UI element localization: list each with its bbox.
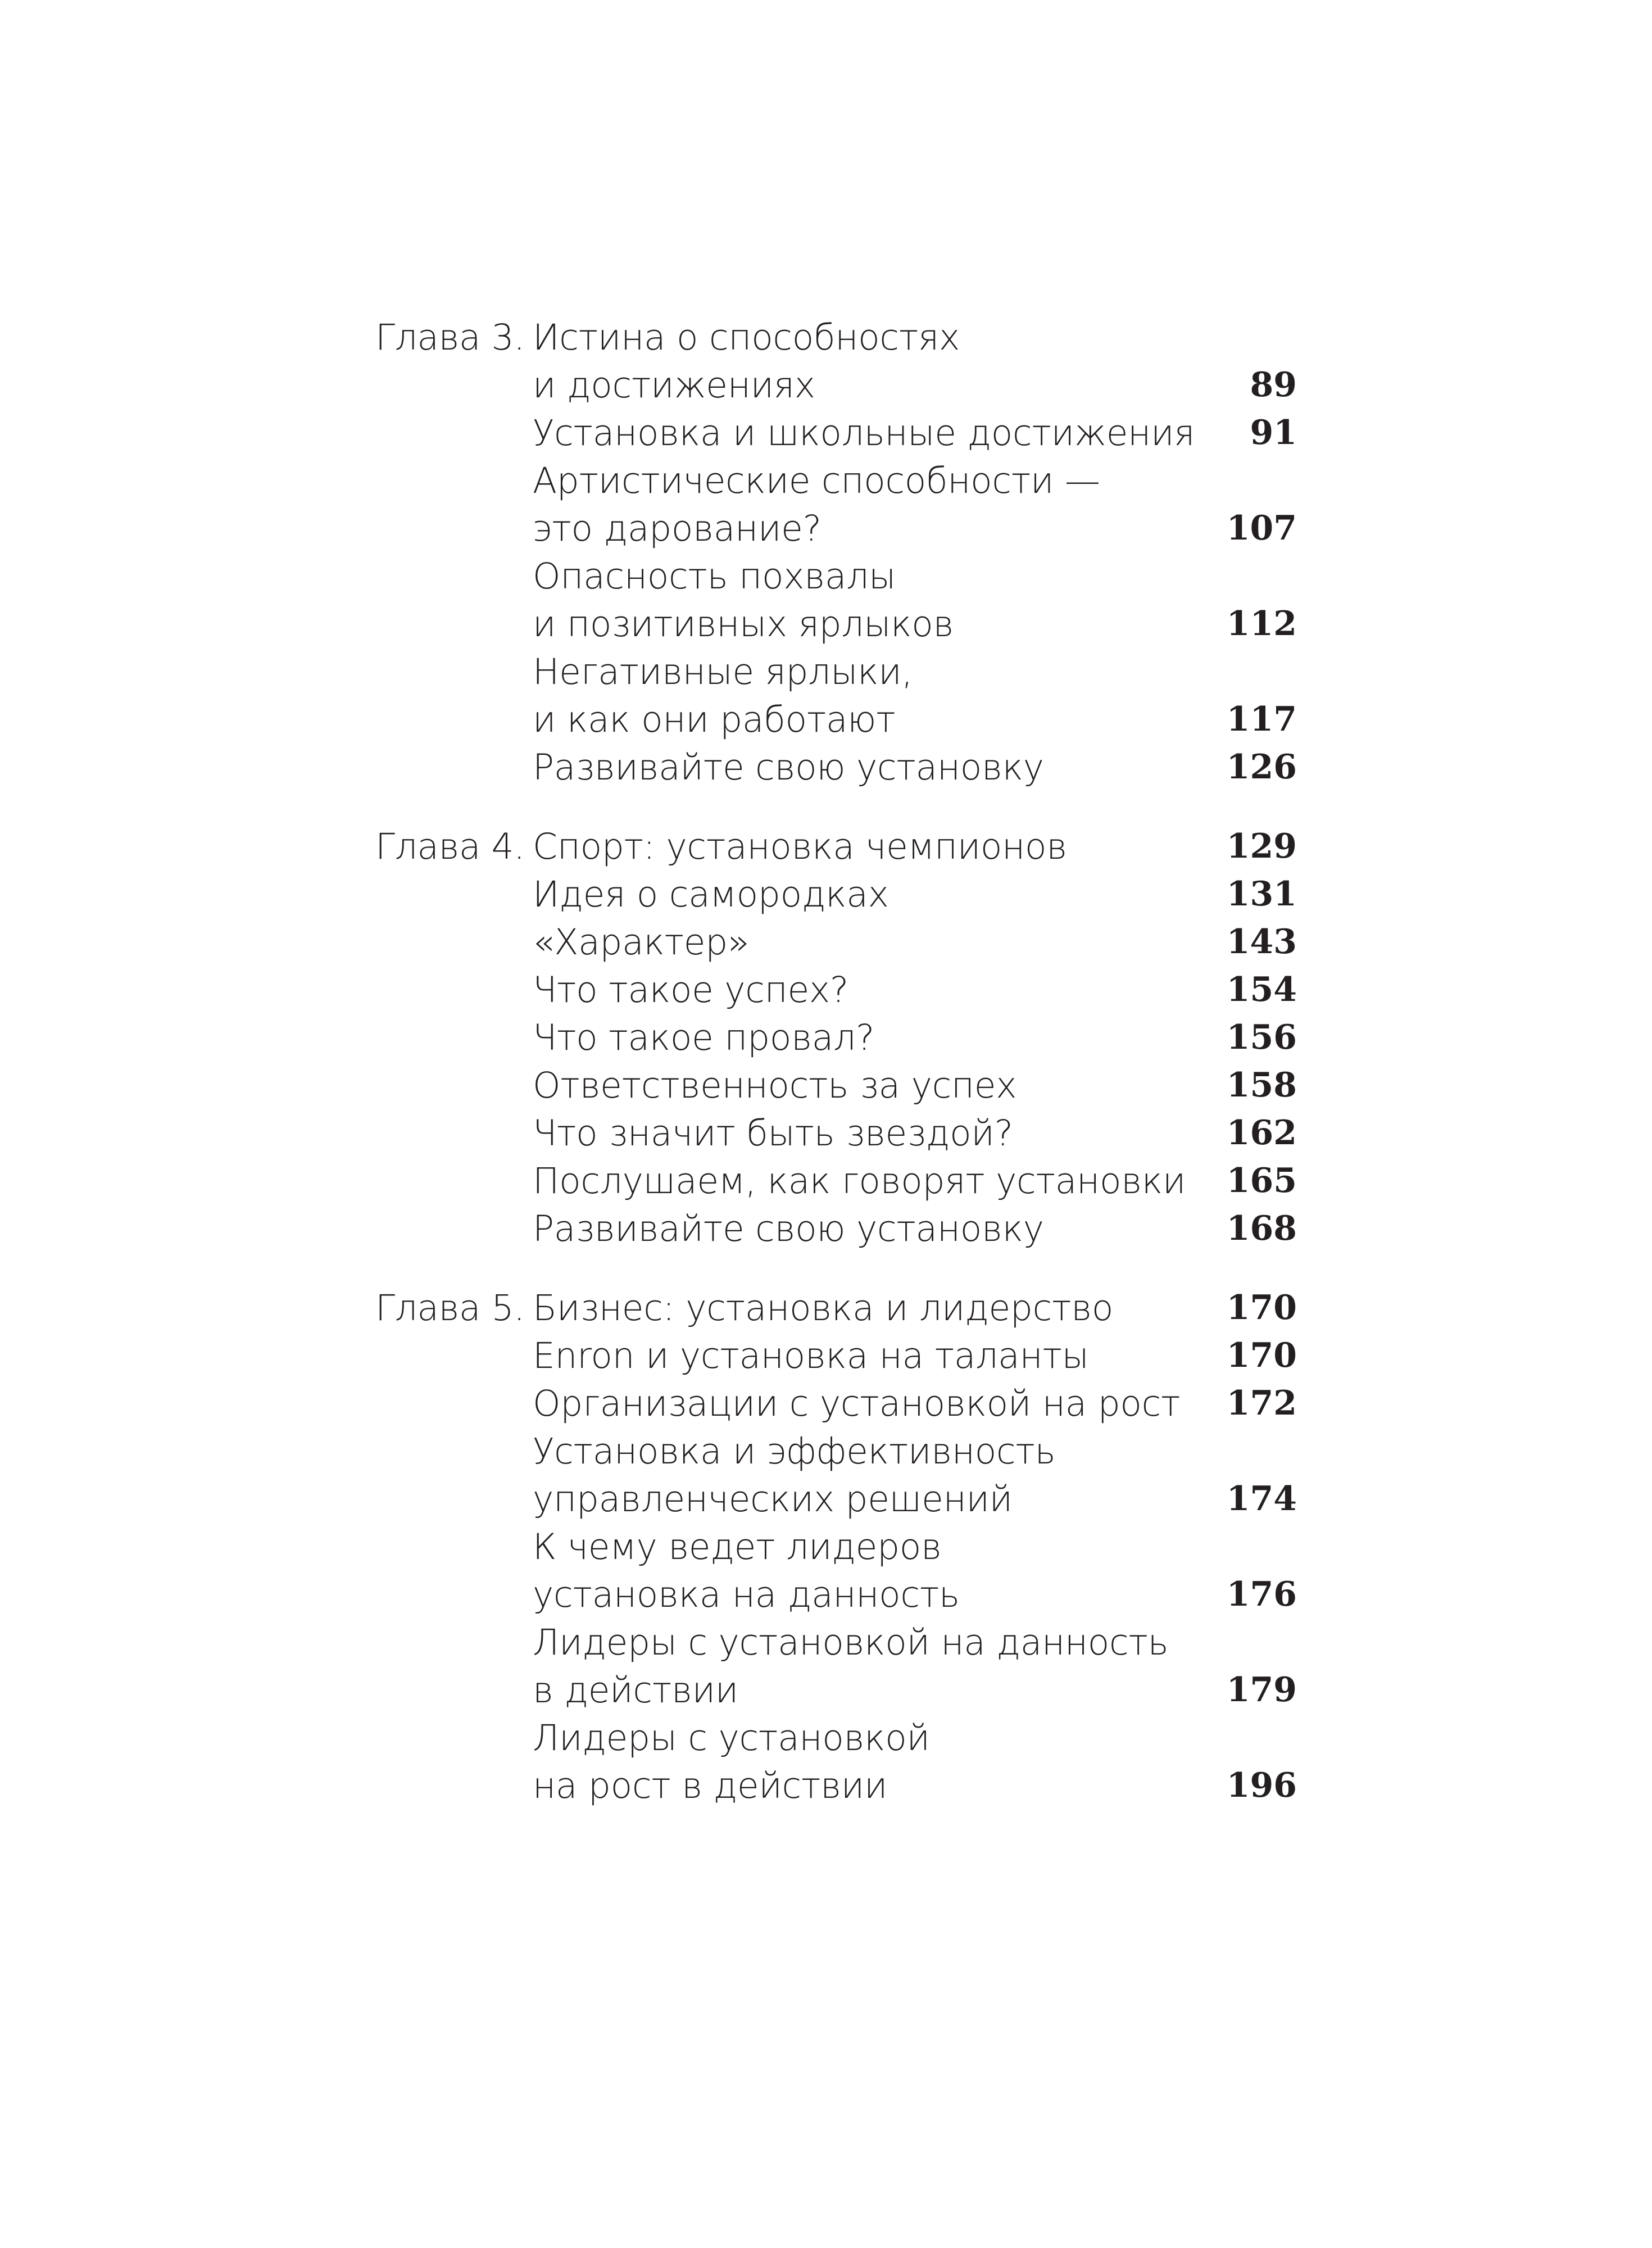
entry-page-number: 172: [1226, 1384, 1297, 1423]
entry-page-number: 143: [1226, 922, 1297, 962]
entry-title-line: Установка и школьные достижения: [533, 413, 1195, 454]
toc-entry: [533, 457, 1297, 552]
entry-page-number: 131: [1226, 874, 1297, 914]
entry-title-line: установка на данность: [533, 1574, 960, 1615]
entry-page-number: 89: [1250, 365, 1297, 405]
toc-chapter: [375, 823, 1297, 1253]
entry-page-number: 91: [1250, 413, 1297, 452]
entry-page-number: 107: [1226, 509, 1297, 548]
toc-chapter: [375, 314, 1297, 791]
toc-entry: [533, 1714, 1297, 1810]
entry-title-line: Что такое провал?: [533, 1017, 875, 1058]
toc-entry: [533, 409, 1297, 457]
entry-title-line: и позитивных ярлыков: [533, 604, 954, 645]
entry-page-number: 126: [1226, 747, 1297, 787]
entry-title-line: Развивайте свою установку: [533, 1208, 1044, 1249]
toc-entry: [533, 648, 1297, 744]
chapter-label: Глава 5.: [375, 1288, 525, 1329]
entry-title-line: это дарование?: [533, 508, 822, 549]
entry-page-number: 129: [1226, 827, 1297, 866]
toc-entry: [533, 1157, 1297, 1205]
entry-title-line: и достижениях: [533, 365, 815, 406]
entry-title-line: К чему ведет лидеров: [533, 1526, 942, 1567]
entry-page-number: 154: [1226, 970, 1297, 1009]
entry-title-line: Артистические способности —: [533, 460, 1100, 501]
entry-page-number: 170: [1226, 1288, 1297, 1327]
entry-page-number: 158: [1226, 1066, 1297, 1105]
toc-entry: [533, 1380, 1297, 1427]
entry-title-line: Идея о самородках: [533, 874, 889, 915]
entry-title-line: Установка и эффективность: [533, 1431, 1056, 1472]
entry-title-line: управленческих решений: [533, 1479, 1013, 1520]
toc-entry: [533, 1205, 1297, 1253]
toc-entry: [533, 1332, 1297, 1380]
entry-title-line: Негативные ярлыки,: [533, 651, 913, 692]
toc-entry: [533, 823, 1297, 871]
entry-page-number: 162: [1226, 1113, 1297, 1153]
entry-page-number: 176: [1226, 1575, 1297, 1614]
entry-title-line: Спорт: установка чемпионов: [533, 826, 1067, 867]
toc-entry: [533, 1523, 1297, 1619]
entry-title-line: Лидеры с установкой: [533, 1717, 930, 1758]
table-of-contents: [375, 314, 1297, 1841]
entry-title-line: в действии: [533, 1670, 738, 1711]
toc-entry: [533, 1619, 1297, 1714]
entry-title-line: на рост в действии: [533, 1765, 888, 1806]
entry-title-line: Enron и установка на таланты: [533, 1335, 1089, 1376]
entry-title-line: Истина о способностях: [533, 317, 960, 358]
entry-page-number: 117: [1226, 700, 1297, 739]
toc-entry: [533, 552, 1297, 648]
toc-entry: [533, 871, 1297, 918]
entry-title-line: Что значит быть звездой?: [533, 1113, 1013, 1154]
chapter-entries: [533, 1284, 1297, 1810]
chapter-label: Глава 3.: [375, 317, 525, 358]
entry-title-line: «Характер»: [533, 922, 750, 963]
toc-entry: [533, 1427, 1297, 1523]
toc-entry: [533, 1014, 1297, 1062]
entry-page-number: 112: [1226, 604, 1297, 643]
entry-page-number: 165: [1226, 1161, 1297, 1200]
toc-entry: [533, 314, 1297, 409]
toc-entry: [533, 1284, 1297, 1332]
entry-page-number: 196: [1226, 1766, 1297, 1805]
entry-page-number: 168: [1226, 1209, 1297, 1248]
entry-title-line: Послушаем, как говорят установки: [533, 1161, 1186, 1202]
entry-title-line: Бизнес: установка и лидерство: [533, 1288, 1114, 1329]
toc-entry: [533, 1062, 1297, 1109]
chapter-entries: [533, 823, 1297, 1253]
entry-title-line: Развивайте свою установку: [533, 747, 1044, 788]
toc-entry: [533, 1109, 1297, 1157]
entry-page-number: 156: [1226, 1018, 1297, 1057]
toc-chapter: [375, 1284, 1297, 1810]
entry-title-line: Что такое успех?: [533, 969, 849, 1010]
entry-title-line: Организации с установкой на рост: [533, 1383, 1181, 1424]
toc-entry: [533, 744, 1297, 791]
entry-title-line: и как они работают: [533, 699, 896, 740]
entry-page-number: 170: [1226, 1336, 1297, 1375]
toc-entry: [533, 966, 1297, 1014]
chapter-label: Глава 4.: [375, 826, 525, 867]
entry-page-number: 174: [1226, 1479, 1297, 1519]
chapter-entries: [533, 314, 1297, 791]
toc-entry: [533, 918, 1297, 966]
entry-title-line: Ответственность за успех: [533, 1065, 1017, 1106]
entry-title-line: Лидеры с установкой на данность: [533, 1622, 1169, 1663]
entry-page-number: 179: [1226, 1670, 1297, 1710]
entry-title-line: Опасность похвалы: [533, 556, 896, 597]
